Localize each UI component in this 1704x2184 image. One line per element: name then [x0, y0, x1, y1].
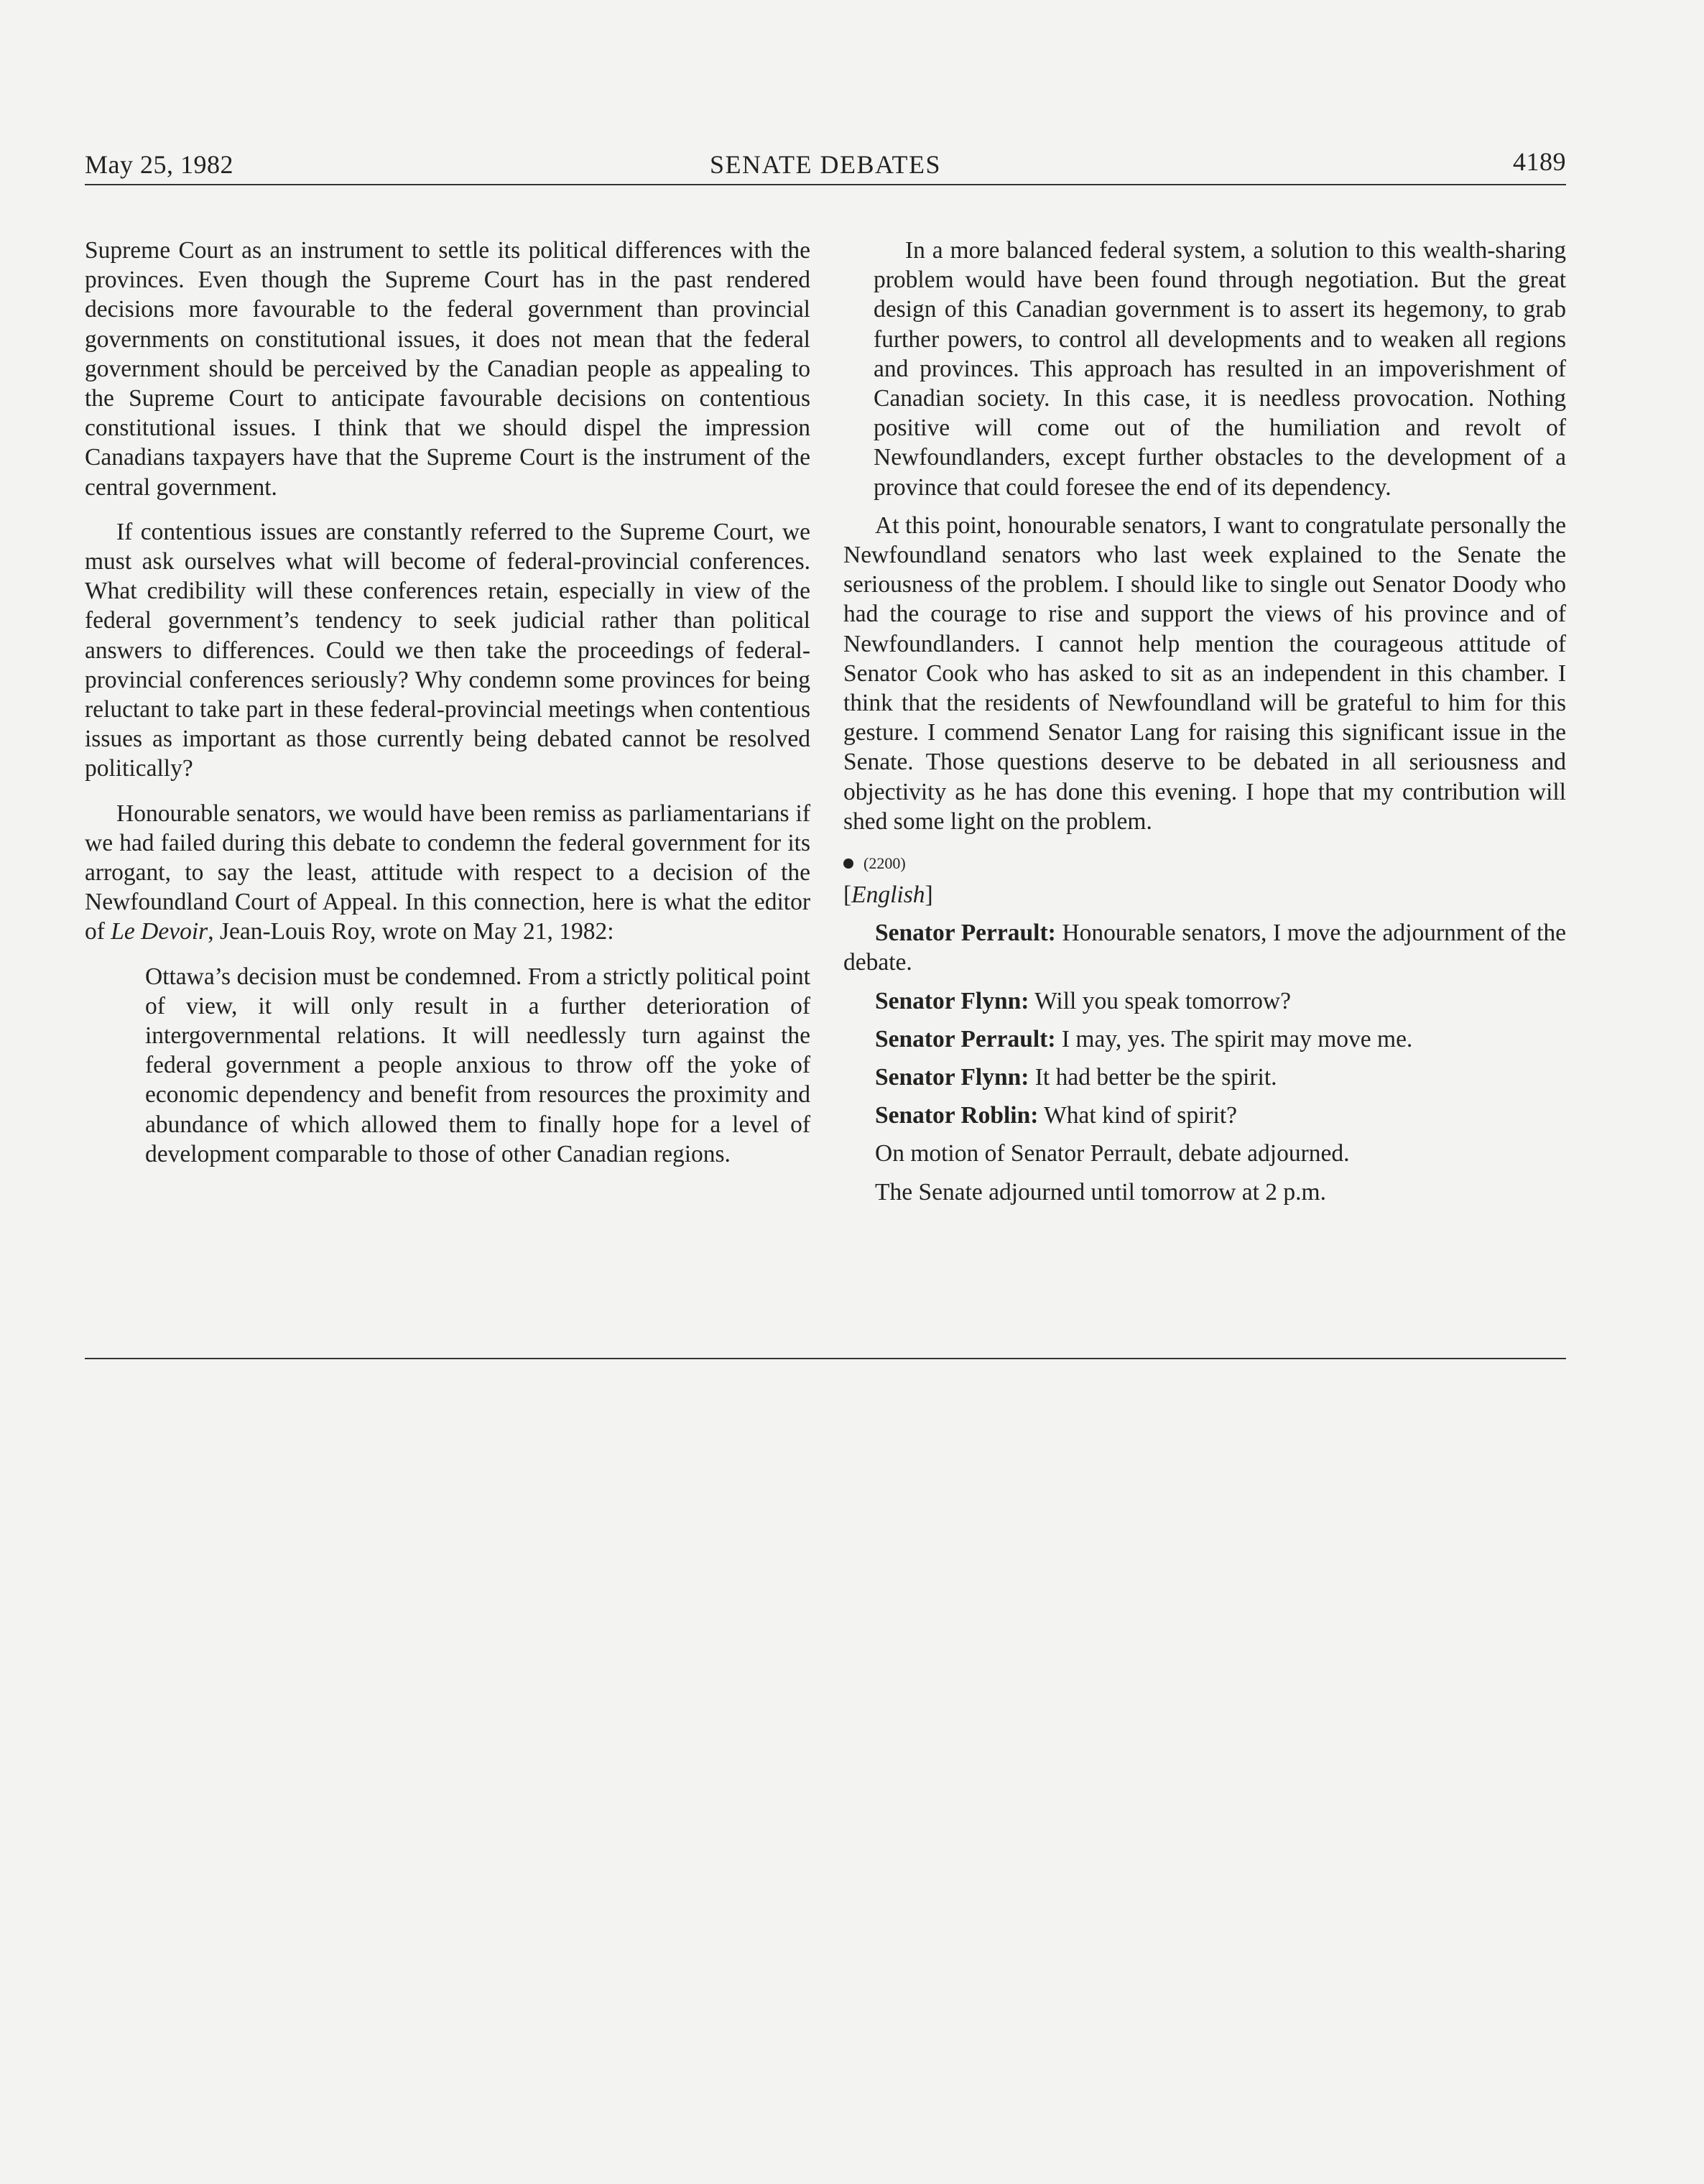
speaker-name: Senator Perrault:: [875, 920, 1056, 947]
speaker-name: Senator Perrault:: [875, 1025, 1056, 1052]
speech-entry: [843, 986, 1566, 1016]
speaker-name: Senator Flynn:: [875, 987, 1029, 1014]
language-label: English: [851, 882, 925, 909]
speech-entry: [843, 918, 1566, 977]
time-marker: [843, 851, 1566, 876]
footer-rule: [85, 1358, 1566, 1359]
header-title: SENATE DEBATES: [709, 150, 941, 179]
paragraph: If contentious issues are constantly referred to the Supreme Court, we must ask ourselves what will become of federal-provincial conferences. What credibility will these conferences retain, especially in view of the federal government’s tendency to seek judicial rather than political answers to differences. Could we then take the proceedings of federal-provincial conferences seriously? Why condemn some provinces for being reluctant to take part in these federal-provincial meetings when contentious issues as important as those currently being debated cannot be resolved politically?: [85, 518, 810, 782]
speech-entry: [843, 1024, 1566, 1054]
speech-text: Honourable senators, I move the adjournment of the debate.: [843, 920, 1566, 976]
bracket: [: [843, 882, 852, 909]
speech-text: It had better be the spirit.: [1029, 1064, 1277, 1091]
paragraph: At this point, honourable senators, I want to congratulate personally the Newfoundland senators who last week explained to the Senate the seriousness of the problem. I should like to single out Senator Doody who had the courage to rise and support the views of his province and of Newfoundlanders. I cannot help mention the courageous attitude of Senator Cook who has asked to sit as an independent in this chamber. I think that the residents of Newfoundland will be grateful to him for this gesture. I commend Senator Lang for raising this significant issue in the Senate. Those questions deserve to be debated in all seriousness and objectivity as he has done this evening. I hope that my contribution will shed some light on the problem.: [843, 512, 1566, 835]
header-rule: [85, 184, 1566, 185]
language-note: [843, 880, 1566, 910]
speaker-name: Senator Roblin:: [875, 1102, 1039, 1129]
speech-text: I may, yes. The spirit may move me.: [1055, 1025, 1413, 1052]
block-quote: Ottawa’s decision must be condemned. From a strictly political point of view, it will only result in a further deterioration of intergovernmental relations. It will needlessly turn against the federal government a people anxious to throw off the yoke of economic dependency and benefit from resources the proximity and abundance of which allowed them to finally hope for a level of development comparable to those of other Canadian regions.: [145, 963, 810, 1167]
paragraph: [85, 799, 810, 947]
speech-entry: [843, 1063, 1566, 1092]
bracket: ]: [925, 882, 933, 909]
right-column: [843, 236, 1566, 1216]
adjournment-text: The Senate adjourned until tomorrow at 2 p.m.: [875, 1178, 1326, 1206]
block-quote-text: In a more balanced federal system, a solution to this wealth-sharing problem would have been found through negotiation. But the great design of this Canadian government is to assert its hegemony, to grab further powers, to control all developments and to weaken all regions and provinces. This approach has resulted in an impoverishment of Canadian society. In this case, it is needless provocation. Nothing positive will come out of the humiliation and revolt of Newfoundlanders, except further obstacles to the development of a province that could foresee the end of its dependency.: [874, 237, 1566, 501]
paragraph: Supreme Court as an instrument to settle its political differences with the provinces. Even though the Supreme Court has in the past rendered decisions more favourable to the federal government than provincial governments on constitutional issues, it does not mean that the federal government should be perceived by the Canadian people as appealing to the Supreme Court to anticipate favourable decisions on contentious constitutional issues. I think that we should dispel the impression Canadians taxpayers have that the Supreme Court is the instrument of the central government.: [85, 237, 810, 501]
speech-text: What kind of spirit?: [1038, 1102, 1238, 1129]
speaker-name: Senator Flynn:: [875, 1064, 1029, 1091]
left-column: [85, 236, 810, 1169]
speech-entry: [843, 1101, 1566, 1130]
block-quote-continued: [843, 236, 1566, 502]
publication-name: Le Devoir: [111, 918, 208, 945]
bullet-icon: [843, 859, 853, 869]
paragraph-text: , Jean-Louis Roy, wrote on May 21, 1982:: [208, 918, 614, 945]
paragraph-text: Honourable senators, we would have been remiss as parliamentarians if we had failed during this debate to condemn the federal government for its arrogant, to say the least, attitude with respect to a decision of the Newfoundland Court of Appeal. In this connection, here is what the editor of: [85, 800, 810, 945]
speech-text: Will you speak tomorrow?: [1029, 987, 1291, 1014]
page-number: 4189: [1513, 147, 1566, 176]
motion-text: On motion of Senator Perrault, debate adjourned.: [875, 1140, 1350, 1167]
time-marker-text: (2200): [863, 854, 906, 873]
header-date: May 25, 1982: [85, 150, 233, 179]
running-header: [85, 147, 1566, 182]
